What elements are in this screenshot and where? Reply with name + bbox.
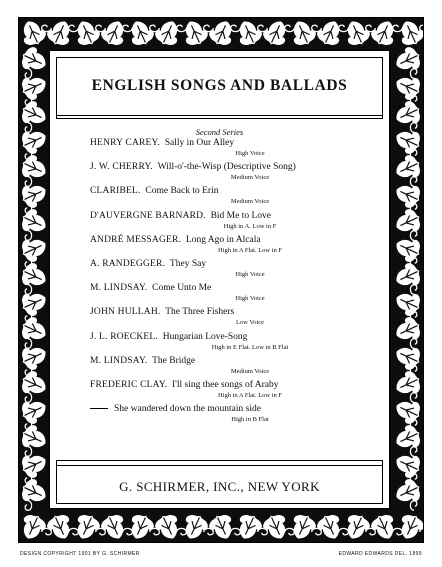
song-line	[90, 137, 380, 149]
song-line	[90, 306, 380, 318]
title-panel	[49, 50, 390, 509]
song-composer: J. L. ROECKEL.	[90, 331, 158, 342]
song-line	[90, 355, 380, 367]
song-title: Will-o'-the-Wisp (Descriptive Song)	[157, 162, 296, 173]
song-line	[90, 282, 380, 294]
song-list	[90, 137, 380, 427]
song-entry	[90, 234, 380, 258]
song-line	[90, 161, 380, 173]
song-title: The Three Fishers	[165, 307, 235, 318]
song-voice: Medium Voice	[230, 174, 270, 182]
song-composer: HENRY CAREY.	[90, 138, 160, 148]
song-composer: M. LINDSAY.	[90, 355, 148, 366]
design-credit: DESIGN COPYRIGHT 1901 BY G. SCHIRMER	[20, 551, 140, 557]
song-voice: High Voice	[235, 295, 265, 303]
publisher-name: G. SCHIRMER, INC., NEW YORK	[119, 479, 320, 494]
song-voice: High Voice	[235, 150, 265, 157]
song-entry	[90, 403, 380, 427]
song-title: Hungarian Love-Song	[162, 331, 248, 342]
song-entry	[90, 331, 380, 355]
song-entry	[90, 306, 380, 330]
song-voice: Medium Voice	[230, 198, 270, 206]
page-title: ENGLISH SONGS AND BALLADS	[91, 77, 348, 94]
song-composer: A. RANDEGGER.	[90, 258, 166, 269]
song-composer: ANDRÉ MESSAGER.	[90, 234, 182, 245]
song-title: The Bridge	[152, 355, 196, 366]
song-entry	[90, 137, 380, 161]
song-voice: High in B Flat	[231, 416, 269, 424]
song-entry	[90, 282, 380, 306]
ditto-dash	[90, 408, 108, 409]
song-composer: J. W. CHERRY.	[90, 162, 153, 173]
song-title: I'll sing thee songs of Araby	[172, 379, 279, 390]
song-line	[90, 210, 380, 222]
song-composer: M. LINDSAY.	[90, 283, 148, 294]
song-composer: FREDERIC CLAY.	[90, 379, 168, 390]
song-voice: High in A Flat. Low in F	[217, 246, 283, 254]
song-entry	[90, 379, 380, 403]
song-voice: High Voice	[235, 270, 265, 278]
song-line	[90, 403, 380, 415]
publisher-rule	[57, 465, 382, 466]
song-title: Sally in Our Alley	[164, 138, 235, 148]
song-voice: High in A. Low in F	[223, 222, 277, 230]
song-line	[90, 234, 380, 246]
song-voice: High in A Flat. Low in F	[217, 391, 283, 399]
song-voice: Low Voice	[235, 319, 265, 327]
song-title: She wandered down the mountain side	[114, 404, 261, 415]
song-composer: CLARIBEL.	[90, 186, 141, 197]
series-label: Second Series	[195, 127, 244, 137]
song-title: Come Back to Erin	[145, 186, 219, 197]
song-entry	[90, 210, 380, 234]
publisher-box	[56, 460, 383, 504]
song-entry	[90, 355, 380, 379]
song-title: Come Unto Me	[152, 283, 212, 294]
song-voice: Medium Voice	[230, 367, 270, 375]
song-entry	[90, 185, 380, 209]
song-composer: JOHN HULLAH.	[90, 307, 161, 318]
song-line	[90, 258, 380, 270]
song-line	[90, 379, 380, 391]
song-title: Bid Me to Love	[210, 210, 272, 221]
song-line	[90, 331, 380, 343]
title-rule	[57, 115, 382, 116]
song-voice: High in E Flat. Low in B Flat	[211, 343, 289, 351]
title-box	[56, 57, 383, 119]
artist-credit: EDWARD EDWARDS DEL. 1899	[338, 551, 422, 557]
song-line	[90, 185, 380, 197]
song-entry	[90, 161, 380, 185]
song-composer: D'AUVERGNE BARNARD.	[90, 210, 206, 221]
song-entry	[90, 258, 380, 282]
song-title: They Say	[169, 258, 207, 269]
song-title: Long Ago in Alcala	[185, 234, 261, 245]
